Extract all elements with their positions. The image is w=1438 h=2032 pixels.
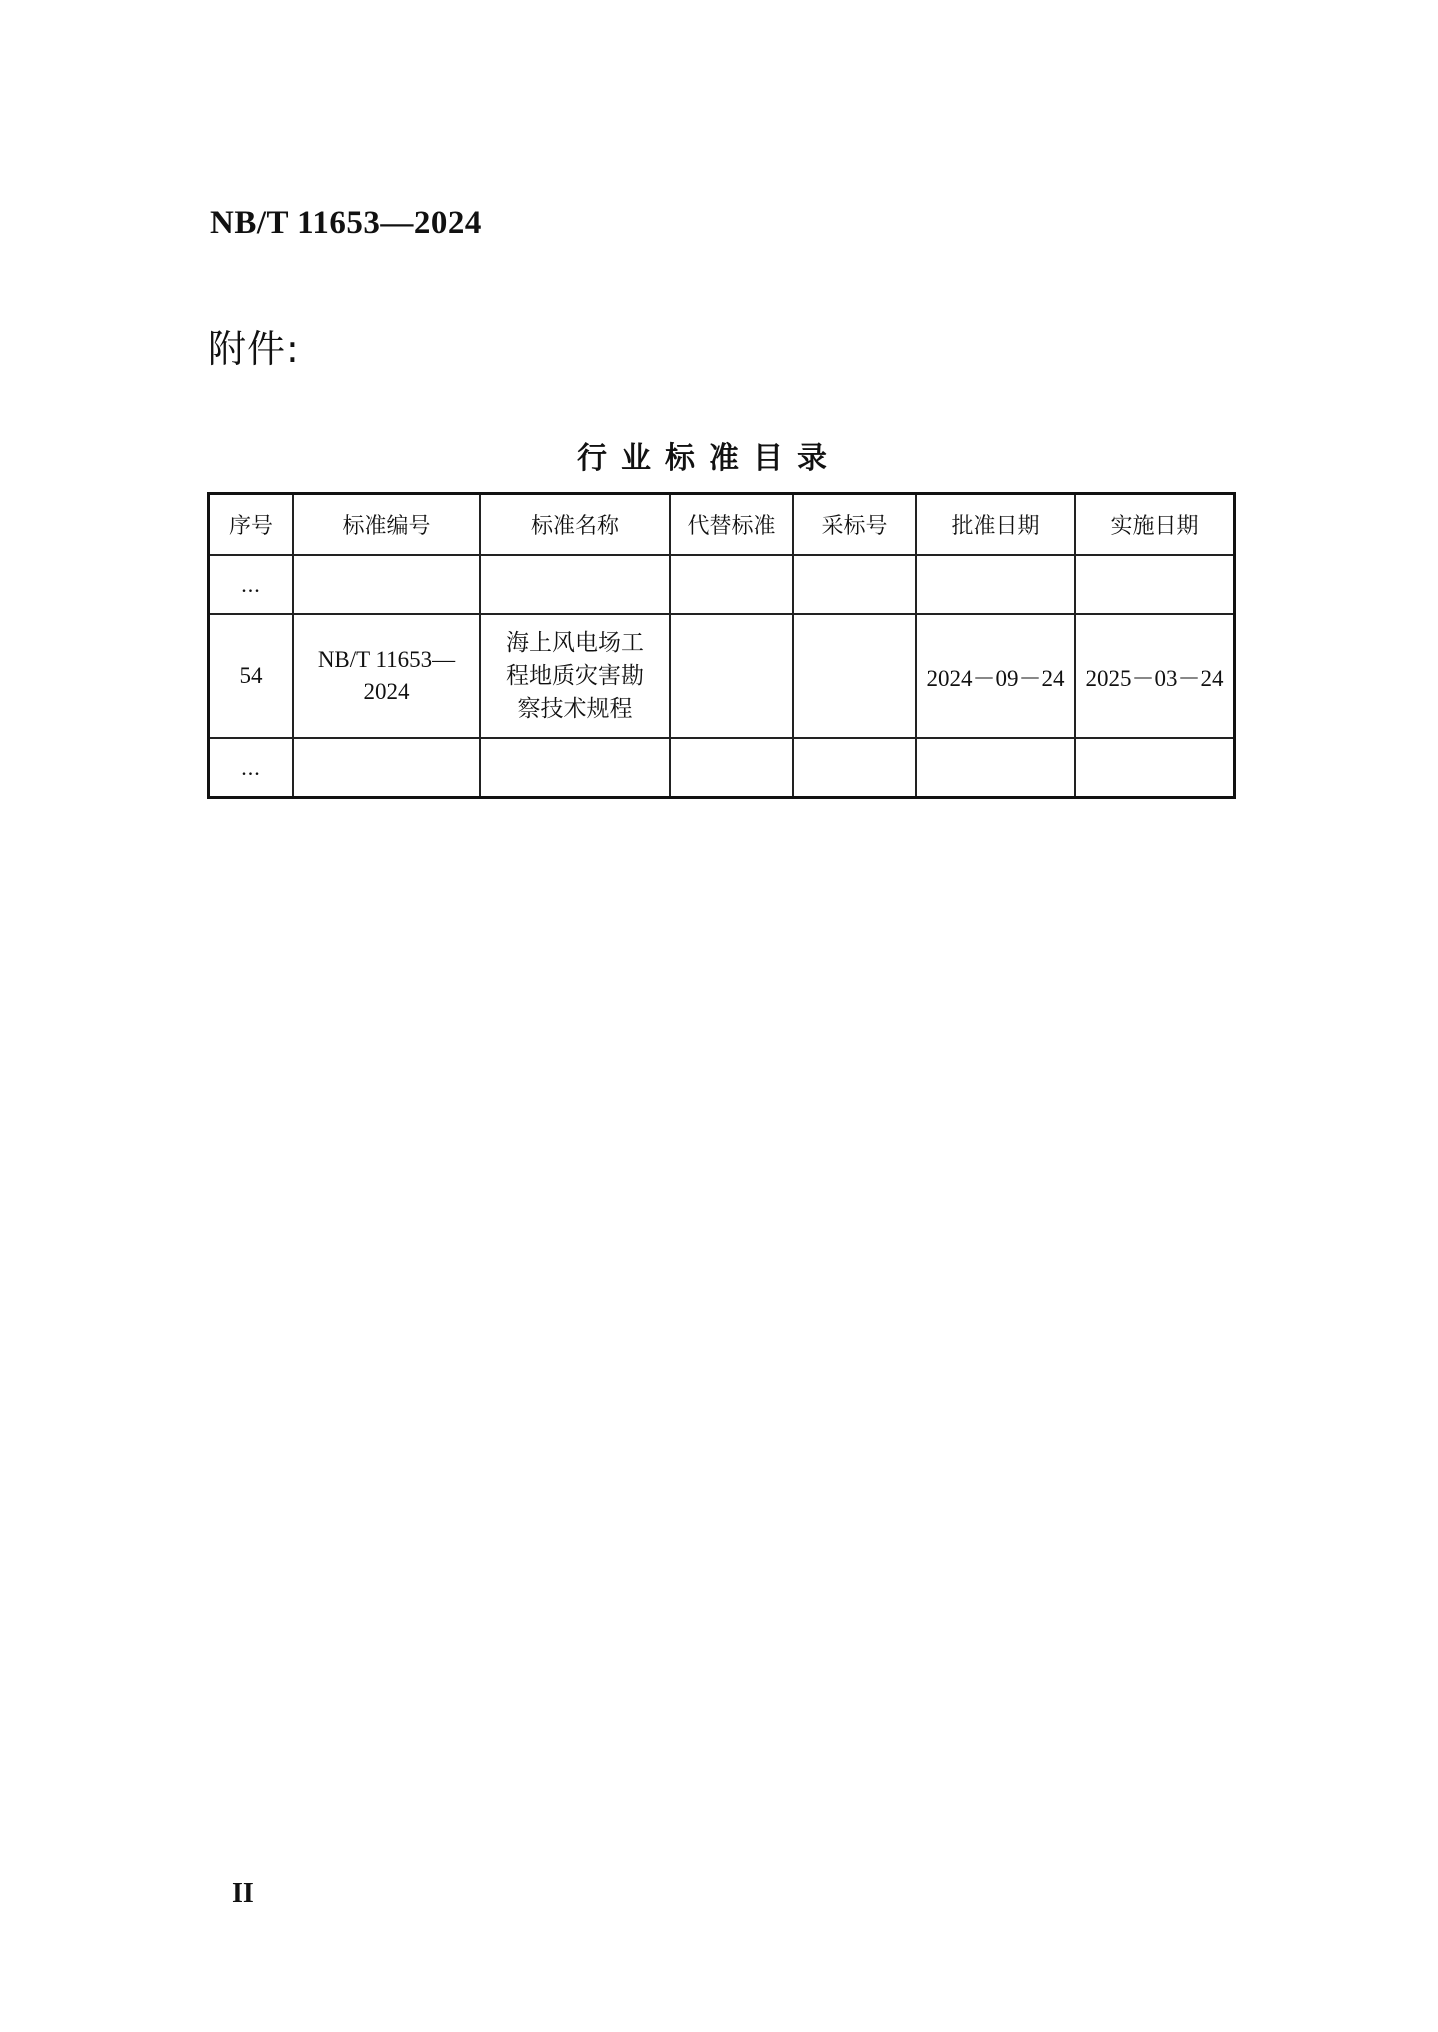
cell-approved: [916, 738, 1075, 798]
table-title: 行业标准目录: [577, 441, 841, 476]
cell-implemented: 2025－03－24: [1075, 614, 1235, 738]
cell-implemented: [1075, 738, 1235, 798]
column-header-implemented: 实施日期: [1075, 494, 1235, 556]
column-header-seq: 序号: [209, 494, 294, 556]
code-line: 2024: [363, 679, 410, 704]
name-line: 程地质灾害勘: [506, 662, 644, 689]
cell-adopted: [793, 738, 916, 798]
cell-replaces: [670, 614, 793, 738]
cell-name: [480, 738, 670, 798]
cell-adopted: [793, 555, 916, 614]
table-row: [209, 738, 1235, 798]
table-row: [209, 614, 1235, 738]
cell-seq: 54: [209, 614, 294, 738]
cell-name: [480, 555, 670, 614]
cell-implemented: [1075, 555, 1235, 614]
cell-seq: ...: [209, 555, 294, 614]
cell-replaces: [670, 738, 793, 798]
cell-replaces: [670, 555, 793, 614]
page-number: II: [232, 1878, 254, 1909]
standard-number: NB/T 11653—2024: [210, 205, 482, 241]
cell-seq: ...: [209, 738, 294, 798]
name-line: 察技术规程: [517, 695, 633, 722]
standards-catalog-table: [207, 492, 1236, 799]
name-line: 海上风电场工: [506, 629, 644, 656]
column-header-code: 标准编号: [293, 494, 480, 556]
cell-approved: 2024－09－24: [916, 614, 1075, 738]
table-header-row: [209, 494, 1235, 556]
attachment-label: 附件:: [208, 327, 300, 371]
table-row: [209, 555, 1235, 614]
cell-code: [293, 738, 480, 798]
cell-approved: [916, 555, 1075, 614]
cell-code: [293, 555, 480, 614]
cell-code: [293, 614, 480, 738]
column-header-adopted: 采标号: [793, 494, 916, 556]
cell-adopted: [793, 614, 916, 738]
column-header-replaces: 代替标准: [670, 494, 793, 556]
column-header-approved: 批准日期: [916, 494, 1075, 556]
code-line: NB/T 11653—: [317, 647, 456, 672]
column-header-name: 标准名称: [480, 494, 670, 556]
cell-name: [480, 614, 670, 738]
